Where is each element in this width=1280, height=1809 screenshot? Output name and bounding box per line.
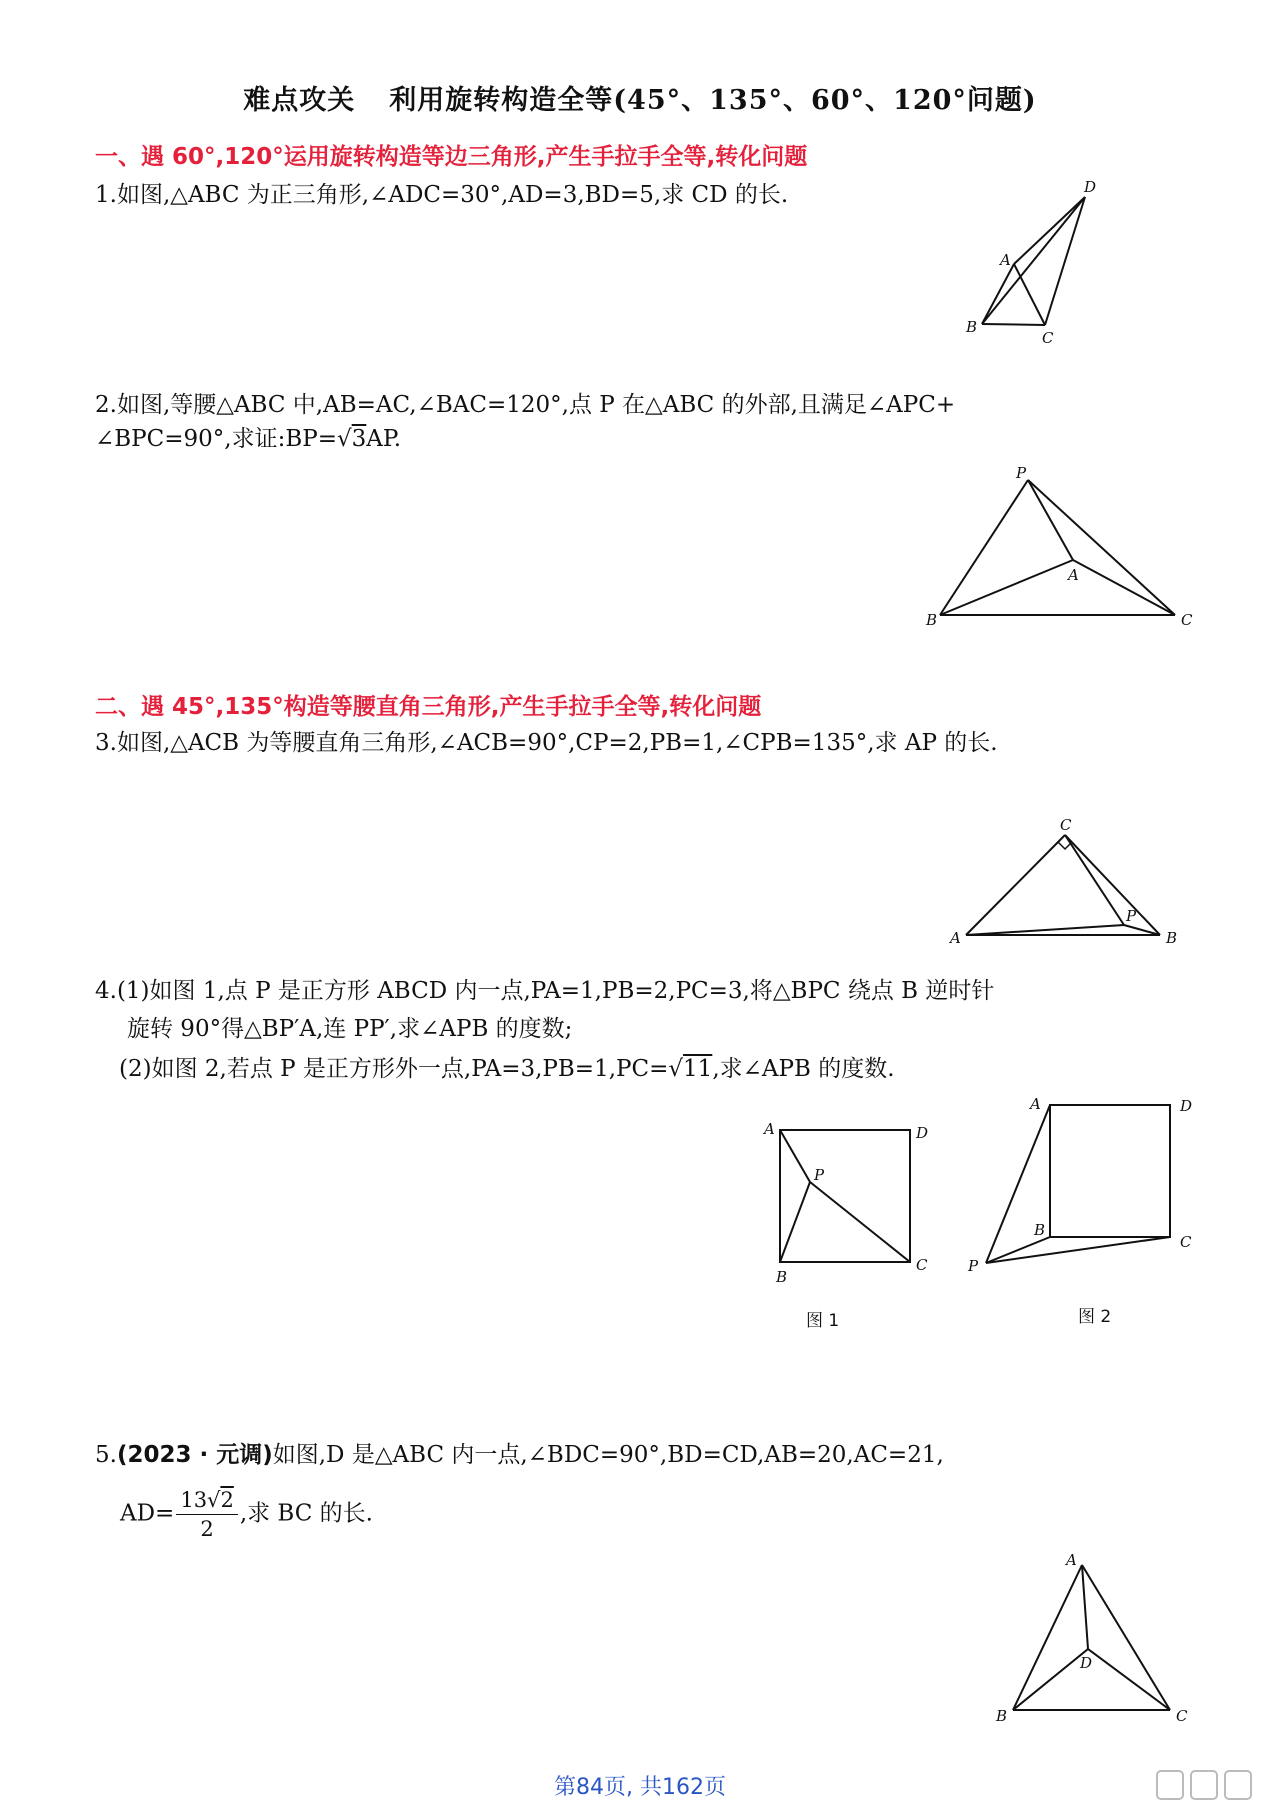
figure-q3 [950, 816, 1180, 947]
question-3: 3.如图,△ACB 为等腰直角三角形,∠ACB=90°,CP=2,PB=1,∠CPB=135°,求 AP 的长. [95, 730, 998, 756]
toolbar-square-1 [1156, 1770, 1184, 1800]
q3-label-C: C [1060, 816, 1072, 834]
question-2-line-2: ∠BPC=90°,求证:BP=√3AP. [95, 426, 402, 452]
question-4-line-1: 4.(1)如图 1,点 P 是正方形 ABCD 内一点,PA=1,PB=2,PC=3,将△BPC 绕点 B 逆时针 [95, 978, 995, 1004]
question-5 [95, 1438, 944, 1472]
q1-label-A: A [1000, 251, 1011, 269]
question-4 [95, 974, 994, 1086]
question-5-line-2: AD= $\frac{13√2}{2}$ ,求 BC 的长. [120, 1488, 373, 1541]
question-1: 1.如图,△ABC 为正三角形,∠ADC=30°,AD=3,BD=5,求 CD 的长. [95, 182, 789, 208]
figure-q4-2 [968, 1095, 1193, 1275]
question-2-line-1: 2.如图,等腰△ABC 中,AB=AC,∠BAC=120°,点 P 在△ABC 的外部,且满足∠APC+ [95, 392, 956, 418]
q4-2-label-D: D [1180, 1097, 1193, 1115]
figure-1-caption: 图 1 [806, 1311, 840, 1331]
q4-2-label-C: C [1180, 1233, 1192, 1251]
toolbar-bars [1150, 1770, 1252, 1804]
q3-label-P: P [1126, 907, 1137, 925]
title-left: 难点攻关 [243, 85, 356, 116]
title-right: 利用旋转构造全等(45°、135°、60°、120°问题) [389, 85, 1037, 116]
q3-label-B: B [1166, 929, 1178, 947]
q5-label-C: C [1176, 1707, 1188, 1725]
q4-2-label-A: A [1030, 1095, 1041, 1113]
q5-label-D: D [1080, 1654, 1093, 1672]
q5-label-A: A [1066, 1551, 1077, 1569]
q4-1-label-B: B [776, 1268, 788, 1286]
question-4-line-2: 旋转 90°得△BP′A,连 PP′,求∠APB 的度数; [127, 1016, 573, 1042]
q2-label-A: A [1068, 566, 1079, 584]
q1-label-B: B [966, 318, 978, 336]
ad-fraction: $\frac{13√2}{2}$ [176, 1486, 237, 1543]
section-1-heading: 一、遇 60°,120°运用旋转构造等边三角形,产生手拉手全等,转化问题 [95, 144, 808, 170]
page-title [0, 78, 1280, 117]
question-5-line-1: 5.(2023 · 元调)如图,D 是△ABC 内一点,∠BDC=90°,BD=CD,AB=20,AC=21, [95, 1442, 944, 1468]
toolbar-square-2 [1190, 1770, 1218, 1800]
q4-2-label-B: B [1034, 1221, 1046, 1239]
q4-2-label-P: P [968, 1257, 979, 1275]
q4-1-label-P: P [814, 1166, 825, 1184]
q2-label-B: B [926, 611, 938, 629]
q4-1-label-D: D [916, 1124, 929, 1142]
figure-2-caption: 图 2 [1078, 1307, 1112, 1327]
toolbar-square-3 [1224, 1770, 1252, 1800]
page-number: 第84页, 共162页 [554, 1775, 726, 1800]
q2-label-P: P [1016, 464, 1027, 482]
q2-label-C: C [1181, 611, 1193, 629]
q3-label-A: A [950, 929, 961, 947]
figure-q2 [926, 464, 1193, 630]
q1-label-C: C [1042, 329, 1054, 347]
question-2 [95, 388, 955, 456]
q1-label-D: D [1084, 178, 1097, 196]
q5-label-B: B [996, 1707, 1008, 1725]
q4-1-label-A: A [764, 1120, 775, 1138]
figure-q5 [996, 1551, 1190, 1725]
q4-1-label-C: C [916, 1256, 928, 1274]
section-2-heading: 二、遇 45°,135°构造等腰直角三角形,产生手拉手全等,转化问题 [95, 694, 762, 720]
question-4-line-3: (2)如图 2,若点 P 是正方形外一点,PA=3,PB=1,PC=√11,求∠APB 的度数. [119, 1056, 895, 1082]
figure-q1 [960, 180, 1100, 350]
figure-q4-1 [764, 1120, 930, 1286]
